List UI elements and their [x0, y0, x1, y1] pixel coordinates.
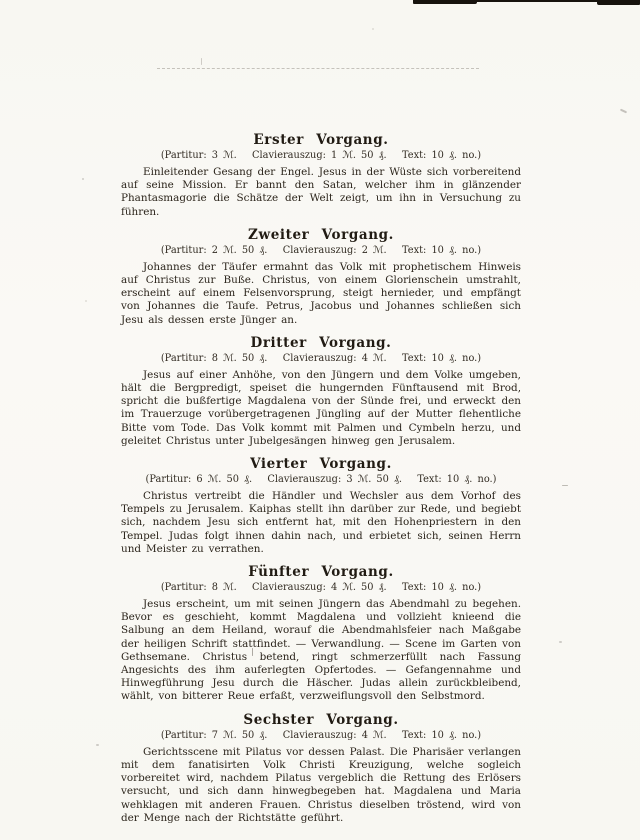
scan-speck [562, 485, 568, 486]
vorgang-description: Johannes der Täufer ermahnt das Volk mit prophetischem Hinweis auf Christus zur Buße. Christus, von einem Glorienschein umstrahlt, erscheint auf einem Felsenvorsprung, steigt hernieder, und empfängt von Johannes die Taufe. Petrus, Jacobus und Johannes schließen sich Jesu als dessen erste Jünger an. [121, 260, 521, 326]
vorgang-section-1 [121, 133, 521, 219]
vorgang-section-2 [121, 228, 521, 327]
vorgang-price-line: (Partitur: 6 ℳ. 50 ₰. Clavierauszug: 3 ℳ. 50 ₰. Text: 10 ₰. no.) [145, 474, 497, 486]
vorgang-price-line: (Partitur: 2 ℳ. 50 ₰. Clavierauszug: 2 ℳ. Text: 10 ₰. no.) [160, 244, 482, 256]
scan-artifact-top-edge [413, 0, 640, 2]
scan-speck [620, 109, 627, 114]
vorgang-price-line: (Partitur: 7 ℳ. 50 ₰. Clavierauszug: 4 ℳ. Text: 10 ₰. no.) [160, 729, 482, 741]
vorgang-title: Erster Vorgang. [253, 132, 389, 148]
vorgang-title: Sechster Vorgang. [243, 711, 399, 728]
vorgang-description: Einleitender Gesang der Engel. Jesus in der Wüste sich vorbereitend auf seine Mission. Er bannt den Satan, welcher ihm in glänzender Phantasmagorie die Schätze der Welt zeigt, um ihn in Versuchung zu führen. [121, 166, 521, 218]
vorgang-title: Dritter Vorgang. [250, 334, 392, 351]
vorgang-description: Gerichtsscene mit Pilatus vor dessen Palast. Die Pharisäer verlangen mit dem fanatisirten Volk Christi Kreuzigung, welche sogleich vorbereitet wird, nachdem Pilatus vergeblich die Rettung des Erlösers versucht, und sich dann hinwegbegeben hat. Magdalena und Maria wehklagen mit anderen Frauen. Christus dieselben tröstend, wird von der Menge nach der Richtstätte geführt. [121, 745, 521, 824]
scan-speck [96, 744, 99, 746]
scan-speck [559, 641, 562, 643]
vorgang-section-3 [121, 336, 521, 448]
vorgang-price-line: (Partitur: 8 ℳ. Clavierauszug: 4 ℳ. 50 ₰. Text: 10 ₰. no.) [160, 582, 482, 594]
vorgang-title: Zweiter Vorgang. [248, 226, 394, 243]
scan-artifact-top-edge-blob [413, 0, 477, 4]
vorgang-section-6 [121, 713, 521, 825]
program-text-block [121, 133, 521, 834]
scan-speck [372, 28, 374, 30]
vorgang-title: Vierter Vorgang. [250, 456, 392, 473]
scan-speck [85, 300, 87, 302]
vorgang-price-line: (Partitur: 3 ℳ. Clavierauszug: 1 ℳ. 50 ₰. Text: 10 ₰. no.) [160, 150, 482, 161]
vorgang-price-line: (Partitur: 8 ℳ. 50 ₰. Clavierauszug: 4 ℳ. Text: 10 ₰. no.) [160, 352, 482, 364]
vorgang-description: Christus vertreibt die Händler und Wechsler aus dem Vorhof des Tempels zu Jerusalem. Kaiphas stellt ihn darüber zur Rede, und begiebt sich, nachdem Jesu sich entfernt hat, mit den Hohenpriestern in den Tempel. Judas folgt ihnen dahin nach, und erbietet sich, seinen Herrn und Meister zu verrathen. [121, 490, 521, 555]
scan-speck [82, 178, 84, 180]
vorgang-section-4 [121, 457, 521, 556]
scan-speck [201, 58, 202, 65]
vorgang-description: Jesus auf einer Anhöhe, von den Jüngern und dem Volke umgeben, hält die Bergpredigt, speiset die hungernden Fünftausend mit Brod, spricht die bußfertige Magdalena von der Sünde frei, und erweckt den im Trauerzuge vorübergetragenen Jüngling auf der Mutter flehentliche Bitte vom Tode. Das Volk kommt mit Palmen und Cymbeln herzu, und geleitet Christus unter Jubelgesängen hinweg gen Jerusalem. [121, 368, 521, 447]
vorgang-description: Jesus erscheint, um mit seinen Jüngern das Abendmahl zu begehen. Bevor es geschieht, kommt Magdalena und vollzieht knieend die Salbung an dem Heiland, worauf die Abendmahlsfeier nach Maßgabe der heiligen Schrift stattfindet. — Verwandlung. — Scene im Garten von Gethsemane. Christus betend, ringt schmerzerfüllt nach Fassung Angesichts des ihm auferlegten Opfertodes. — Gefangennahme und Hinwegführung Jesu durch die Häscher. Judas allein zurückbleibend, wählt, von bitterer Reue erfaßt, verzweiflungsvoll den Selbstmord. [121, 598, 521, 703]
scan-artifact-top-corner-blob [597, 0, 640, 5]
vorgang-title: Fünfter Vorgang. [248, 564, 394, 581]
fold-crease-line [157, 68, 479, 69]
vorgang-section-5 [121, 565, 521, 704]
